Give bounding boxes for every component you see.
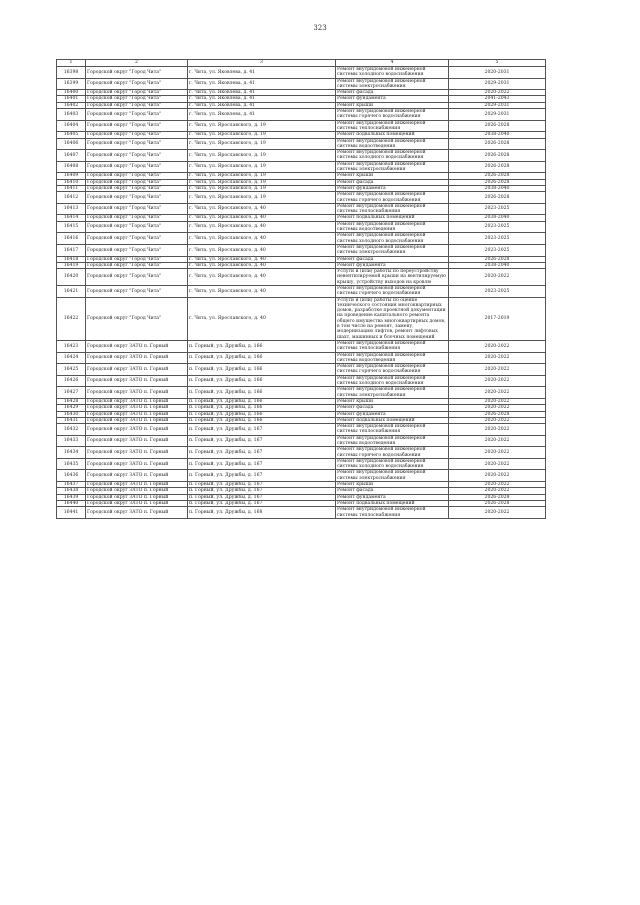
row-number-cell: 16428 — [57, 398, 86, 404]
row-number-cell: 16441 — [57, 507, 86, 519]
address-cell: п. Горный, ул. Дружбы, д. 166 — [188, 411, 336, 417]
municipality-cell: Городской округ ЗАТО п. Горный — [86, 411, 188, 417]
row-number-cell: 16429 — [57, 405, 86, 411]
table-row — [57, 458, 546, 470]
address-cell: г. Чита, ул. Ярославского, д. 40 — [188, 285, 336, 297]
table-row — [57, 221, 546, 233]
term-cell: 2026-2028 — [449, 256, 546, 262]
address-cell: п. Горный, ул. Дружбы, д. 167 — [188, 482, 336, 488]
address-cell: п. Горный, ул. Дружбы, д. 167 — [188, 458, 336, 470]
work-type-cell: Ремонт фундамента — [336, 96, 449, 102]
work-type-cell: Ремонт внутридомовой инженерной системы водоотведения — [336, 221, 449, 233]
work-type-cell: Ремонт внутридомовой инженерной системы водоотведения — [336, 352, 449, 364]
column-header: 2 — [86, 60, 188, 67]
address-cell: г. Чита, ул. Ярославского, д. 40 — [188, 269, 336, 286]
term-cell: 2038-2040 — [449, 262, 546, 268]
table-row — [57, 244, 546, 256]
address-cell: г. Чита, ул. Яковлева, д. 41 — [188, 67, 336, 79]
term-cell: 2038-2040 — [449, 132, 546, 138]
address-cell: г. Чита, ул. Ярославского, д. 40 — [188, 233, 336, 245]
row-number-cell: 16435 — [57, 458, 86, 470]
work-type-cell: Ремонт фундамента — [336, 494, 449, 500]
table-row — [57, 109, 546, 121]
address-cell: г. Чита, ул. Яковлева, д. 41 — [188, 90, 336, 96]
term-cell: 2020-2022 — [449, 364, 546, 376]
row-number-cell: 16407 — [57, 150, 86, 162]
work-type-cell: Ремонт внутридомовой инженерной системы водоотведения — [336, 138, 449, 150]
row-number-cell: 16421 — [57, 285, 86, 297]
row-number-cell: 16422 — [57, 297, 86, 340]
work-type-cell: Ремонт внутридомовой инженерной системы электроснабжения — [336, 387, 449, 399]
municipality-cell: Городской округ "Город Чита" — [86, 96, 188, 102]
term-cell: 2029-2031 — [449, 78, 546, 90]
term-cell: 2020-2022 — [449, 447, 546, 459]
row-number-cell: 16415 — [57, 221, 86, 233]
term-cell: 2020-2022 — [449, 488, 546, 494]
row-number-cell: 16434 — [57, 447, 86, 459]
work-type-cell: Ремонт внутридомовой инженерной системы теплоснабжения — [336, 203, 449, 215]
municipality-cell: Городской округ ЗАТО п. Горный — [86, 458, 188, 470]
row-number-cell: 16418 — [57, 256, 86, 262]
term-cell: 2041-2043 — [449, 96, 546, 102]
term-cell: 2020-2022 — [449, 405, 546, 411]
row-number-cell: 16438 — [57, 488, 86, 494]
municipality-cell: Городской округ "Город Чита" — [86, 192, 188, 204]
table-row — [57, 297, 546, 340]
municipality-cell: Городской округ "Город Чита" — [86, 78, 188, 90]
municipality-cell: Городской округ ЗАТО п. Горный — [86, 500, 188, 506]
table-row — [57, 447, 546, 459]
municipality-cell: Городской округ "Город Чита" — [86, 132, 188, 138]
address-cell: г. Чита, ул. Ярославского, д. 19 — [188, 132, 336, 138]
row-number-cell: 16424 — [57, 352, 86, 364]
work-type-cell: Ремонт внутридомовой инженерной системы электроснабжения — [336, 161, 449, 173]
address-cell: г. Чита, ул. Ярославского, д. 19 — [188, 173, 336, 179]
term-cell: 2020-2022 — [449, 90, 546, 96]
table-row — [57, 387, 546, 399]
municipality-cell: Городской округ ЗАТО п. Горный — [86, 488, 188, 494]
row-number-cell: 16401 — [57, 96, 86, 102]
row-number-cell: 16440 — [57, 500, 86, 506]
term-cell: 2020-2022 — [449, 424, 546, 436]
municipality-cell: Городской округ "Город Чита" — [86, 269, 188, 286]
term-cell: 2020-2022 — [449, 458, 546, 470]
work-type-cell: Ремонт фасада — [336, 405, 449, 411]
municipality-cell: Городской округ ЗАТО п. Горный — [86, 424, 188, 436]
row-number-cell: 16400 — [57, 90, 86, 96]
table-row — [57, 161, 546, 173]
table-row — [57, 507, 546, 519]
table-row — [57, 375, 546, 387]
work-type-cell: Ремонт внутридомовой инженерной системы горячего водоснабжения — [336, 192, 449, 204]
row-number-cell: 16411 — [57, 185, 86, 191]
row-number-cell: 16409 — [57, 173, 86, 179]
work-type-cell: Ремонт внутридомовой инженерной системы холодного водоснабжения — [336, 67, 449, 79]
row-number-cell: 16426 — [57, 375, 86, 387]
municipality-cell: Городской округ ЗАТО п. Горный — [86, 352, 188, 364]
work-type-cell: Ремонт внутридомовой инженерной системы теплоснабжения — [336, 507, 449, 519]
term-cell: 2026-2028 — [449, 161, 546, 173]
work-type-cell: Ремонт фундамента — [336, 262, 449, 268]
term-cell: 2020-2031 — [449, 67, 546, 79]
municipality-cell: Городской округ "Город Чита" — [86, 297, 188, 340]
term-cell: 2020-2022 — [449, 470, 546, 482]
municipality-cell: Городской округ "Город Чита" — [86, 90, 188, 96]
address-cell: г. Чита, ул. Ярославского, д. 19 — [188, 161, 336, 173]
work-type-cell: Ремонт внутридомовой инженерной системы электроснабжения — [336, 470, 449, 482]
municipality-cell: Городской округ ЗАТО п. Горный — [86, 435, 188, 447]
address-cell: п. Горный, ул. Дружбы, д. 167 — [188, 494, 336, 500]
address-cell: п. Горный, ул. Дружбы, д. 167 — [188, 470, 336, 482]
address-cell: п. Горный, ул. Дружбы, д. 166 — [188, 340, 336, 352]
address-cell: г. Чита, ул. Ярославского, д. 40 — [188, 215, 336, 221]
row-number-cell: 16403 — [57, 109, 86, 121]
header-row — [57, 60, 546, 67]
table-body — [57, 67, 546, 519]
table-header — [57, 60, 546, 67]
term-cell: 2020-2022 — [449, 375, 546, 387]
work-type-cell: Услуги и (или) работы по переустройству невентилируемой крыши на вентилируемую крышу, устройству выходов на кровлю — [336, 269, 449, 286]
work-type-cell: Услуги и (или) работы по оценке технического состояния многоквартирных домов, разработке проектной документации на проведение капитального ремонта общего имущества многоквартирных домов, в том числе на ремонт, замену, модернизацию лифтов, ремонт лифтовых шахт, машинных и блочных помещений — [336, 297, 449, 340]
address-cell: г. Чита, ул. Яковлева, д. 41 — [188, 96, 336, 102]
work-type-cell: Ремонт фасада — [336, 179, 449, 185]
row-number-cell: 16437 — [57, 482, 86, 488]
work-type-cell: Ремонт внутридомовой инженерной системы водоотведения — [336, 435, 449, 447]
row-number-cell: 16439 — [57, 494, 86, 500]
municipality-cell: Городской округ "Город Чита" — [86, 161, 188, 173]
municipality-cell: Городской округ "Город Чита" — [86, 256, 188, 262]
work-type-cell: Ремонт крыши — [336, 398, 449, 404]
address-cell: п. Горный, ул. Дружбы, д. 166 — [188, 398, 336, 404]
table-row — [57, 424, 546, 436]
term-cell: 2038-2040 — [449, 185, 546, 191]
municipality-cell: Городской округ "Город Чита" — [86, 179, 188, 185]
term-cell: 2023-2025 — [449, 244, 546, 256]
table-row — [57, 120, 546, 132]
work-type-cell: Ремонт подвальных помещений — [336, 132, 449, 138]
row-number-cell: 16433 — [57, 435, 86, 447]
municipality-cell: Городской округ "Город Чита" — [86, 138, 188, 150]
address-cell: г. Чита, ул. Ярославского, д. 40 — [188, 221, 336, 233]
work-type-cell: Ремонт крыши — [336, 102, 449, 108]
municipality-cell: Городской округ ЗАТО п. Горный — [86, 387, 188, 399]
work-type-cell: Ремонт фундамента — [336, 185, 449, 191]
work-type-cell: Ремонт фасада — [336, 488, 449, 494]
term-cell: 2020-2022 — [449, 507, 546, 519]
row-number-cell: 16427 — [57, 387, 86, 399]
work-type-cell: Ремонт подвальных помещений — [336, 215, 449, 221]
address-cell: г. Чита, ул. Ярославского, д. 19 — [188, 179, 336, 185]
row-number-cell: 16432 — [57, 424, 86, 436]
table-row — [57, 192, 546, 204]
address-cell: г. Чита, ул. Яковлева, д. 41 — [188, 102, 336, 108]
municipality-cell: Городской округ ЗАТО п. Горный — [86, 417, 188, 423]
row-number-cell: 16416 — [57, 233, 86, 245]
municipality-cell: Городской округ "Город Чита" — [86, 173, 188, 179]
address-cell: г. Чита, ул. Ярославского, д. 40 — [188, 262, 336, 268]
table-row — [57, 203, 546, 215]
term-cell: 2029-2031 — [449, 109, 546, 121]
table-row — [57, 352, 546, 364]
row-number-cell: 16436 — [57, 470, 86, 482]
row-number-cell: 16419 — [57, 262, 86, 268]
work-type-cell: Ремонт фасада — [336, 256, 449, 262]
term-cell: 2026-2028 — [449, 138, 546, 150]
municipality-cell: Городской округ "Город Чита" — [86, 185, 188, 191]
work-type-cell: Ремонт внутридомовой инженерной системы теплоснабжения — [336, 424, 449, 436]
column-header: 5 — [449, 60, 546, 67]
row-number-cell: 16430 — [57, 411, 86, 417]
table-row — [57, 233, 546, 245]
row-number-cell: 16398 — [57, 67, 86, 79]
address-cell: п. Горный, ул. Дружбы, д. 166 — [188, 405, 336, 411]
term-cell: 2017-2019 — [449, 297, 546, 340]
term-cell: 2023-2025 — [449, 285, 546, 297]
municipality-cell: Городской округ "Город Чита" — [86, 221, 188, 233]
address-cell: п. Горный, ул. Дружбы, д. 166 — [188, 375, 336, 387]
address-cell: п. Горный, ул. Дружбы, д. 167 — [188, 488, 336, 494]
municipality-cell: Городской округ "Город Чита" — [86, 150, 188, 162]
work-type-cell: Ремонт фундамента — [336, 411, 449, 417]
municipality-cell: Городской округ "Город Чита" — [86, 233, 188, 245]
work-type-cell: Ремонт внутридомовой инженерной системы электроснабжения — [336, 78, 449, 90]
row-number-cell: 16399 — [57, 78, 86, 90]
municipality-cell: Городской округ ЗАТО п. Горный — [86, 447, 188, 459]
table-row — [57, 269, 546, 286]
table-row — [57, 340, 546, 352]
municipality-cell: Городской округ "Город Чита" — [86, 120, 188, 132]
term-cell: 2023-2025 — [449, 203, 546, 215]
address-cell: г. Чита, ул. Ярославского, д. 19 — [188, 150, 336, 162]
address-cell: п. Горный, ул. Дружбы, д. 167 — [188, 424, 336, 436]
term-cell: 2023-2025 — [449, 221, 546, 233]
term-cell: 2038-2040 — [449, 215, 546, 221]
table-row — [57, 470, 546, 482]
row-number-cell: 16425 — [57, 364, 86, 376]
term-cell: 2020-2022 — [449, 435, 546, 447]
address-cell: п. Горный, ул. Дружбы, д. 168 — [188, 507, 336, 519]
row-number-cell: 16404 — [57, 120, 86, 132]
municipality-cell: Городской округ "Город Чита" — [86, 109, 188, 121]
row-number-cell: 16417 — [57, 244, 86, 256]
term-cell: 2020-2022 — [449, 352, 546, 364]
work-type-cell: Ремонт внутридомовой инженерной системы холодного водоснабжения — [336, 150, 449, 162]
municipality-cell: Городской округ ЗАТО п. Горный — [86, 494, 188, 500]
address-cell: г. Чита, ул. Яковлева, д. 41 — [188, 109, 336, 121]
term-cell: 2020-2022 — [449, 269, 546, 286]
address-cell: г. Чита, ул. Ярославского, д. 19 — [188, 192, 336, 204]
address-cell: п. Горный, ул. Дружбы, д. 166 — [188, 364, 336, 376]
municipality-cell: Городской округ "Город Чита" — [86, 244, 188, 256]
term-cell: 2023-2025 — [449, 233, 546, 245]
term-cell: 2026-2028 — [449, 500, 546, 506]
work-type-cell: Ремонт внутридомовой инженерной системы горячего водоснабжения — [336, 364, 449, 376]
municipality-cell: Городской округ ЗАТО п. Горный — [86, 398, 188, 404]
row-number-cell: 16412 — [57, 192, 86, 204]
work-type-cell: Ремонт внутридомовой инженерной системы холодного водоснабжения — [336, 375, 449, 387]
municipality-cell: Городской округ ЗАТО п. Горный — [86, 507, 188, 519]
term-cell: 2020-2022 — [449, 398, 546, 404]
address-cell: п. Горный, ул. Дружбы, д. 166 — [188, 387, 336, 399]
column-header: 1 — [57, 60, 86, 67]
term-cell: 2026-2028 — [449, 411, 546, 417]
address-cell: п. Горный, ул. Дружбы, д. 166 — [188, 417, 336, 423]
work-type-cell: Ремонт внутридомовой инженерной системы теплоснабжения — [336, 120, 449, 132]
row-number-cell: 16402 — [57, 102, 86, 108]
term-cell: 2026-2028 — [449, 150, 546, 162]
address-cell: п. Горный, ул. Дружбы, д. 167 — [188, 447, 336, 459]
row-number-cell: 16420 — [57, 269, 86, 286]
address-cell: г. Чита, ул. Ярославского, д. 40 — [188, 244, 336, 256]
term-cell: 2020-2022 — [449, 417, 546, 423]
work-type-cell: Ремонт внутридомовой инженерной системы электроснабжения — [336, 244, 449, 256]
term-cell: 2026-2028 — [449, 179, 546, 185]
table-row — [57, 78, 546, 90]
table-row — [57, 435, 546, 447]
term-cell: 2026-2028 — [449, 192, 546, 204]
work-type-cell: Ремонт внутридомовой инженерной системы горячего водоснабжения — [336, 109, 449, 121]
term-cell: 2020-2022 — [449, 387, 546, 399]
row-number-cell: 16410 — [57, 179, 86, 185]
table-row — [57, 285, 546, 297]
address-cell: п. Горный, ул. Дружбы, д. 166 — [188, 352, 336, 364]
municipality-cell: Городской округ "Город Чита" — [86, 285, 188, 297]
column-header: 4 — [336, 60, 449, 67]
work-type-cell: Ремонт внутридомовой инженерной системы холодного водоснабжения — [336, 458, 449, 470]
page-number: 323 — [313, 24, 327, 32]
row-number-cell: 16405 — [57, 132, 86, 138]
column-header: 3 — [188, 60, 336, 67]
work-type-cell: Ремонт подвальных помещений — [336, 500, 449, 506]
municipality-cell: Городской округ "Город Чита" — [86, 203, 188, 215]
municipality-cell: Городской округ ЗАТО п. Горный — [86, 364, 188, 376]
municipality-cell: Городской округ ЗАТО п. Горный — [86, 405, 188, 411]
address-cell: г. Чита, ул. Ярославского, д. 40 — [188, 203, 336, 215]
row-number-cell: 16423 — [57, 340, 86, 352]
address-cell: г. Чита, ул. Ярославского, д. 19 — [188, 185, 336, 191]
term-cell: 2020-2022 — [449, 340, 546, 352]
address-cell: п. Горный, ул. Дружбы, д. 167 — [188, 500, 336, 506]
row-number-cell: 16408 — [57, 161, 86, 173]
municipality-cell: Городской округ ЗАТО п. Горный — [86, 482, 188, 488]
address-cell: г. Чита, ул. Ярославского, д. 19 — [188, 138, 336, 150]
table-row — [57, 150, 546, 162]
municipality-cell: Городской округ ЗАТО п. Горный — [86, 375, 188, 387]
term-cell: 2026-2028 — [449, 120, 546, 132]
address-cell: п. Горный, ул. Дружбы, д. 167 — [188, 435, 336, 447]
term-cell: 2029-2031 — [449, 102, 546, 108]
work-type-cell: Ремонт внутридомовой инженерной системы теплоснабжения — [336, 340, 449, 352]
address-cell: г. Чита, ул. Ярославского, д. 40 — [188, 297, 336, 340]
register-table — [56, 59, 546, 519]
address-cell: г. Чита, ул. Ярославского, д. 19 — [188, 120, 336, 132]
municipality-cell: Городской округ "Город Чита" — [86, 215, 188, 221]
term-cell: 2026-2028 — [449, 173, 546, 179]
work-type-cell: Ремонт крыши — [336, 173, 449, 179]
municipality-cell: Городской округ ЗАТО п. Горный — [86, 340, 188, 352]
municipality-cell: Городской округ "Город Чита" — [86, 262, 188, 268]
work-type-cell: Ремонт внутридомовой инженерной системы горячего водоснабжения — [336, 285, 449, 297]
municipality-cell: Городской округ ЗАТО п. Горный — [86, 470, 188, 482]
table-row — [57, 138, 546, 150]
row-number-cell: 16406 — [57, 138, 86, 150]
address-cell: г. Чита, ул. Яковлева, д. 41 — [188, 78, 336, 90]
row-number-cell: 16431 — [57, 417, 86, 423]
work-type-cell: Ремонт фасада — [336, 90, 449, 96]
work-type-cell: Ремонт крыши — [336, 482, 449, 488]
term-cell: 2020-2022 — [449, 482, 546, 488]
row-number-cell: 16414 — [57, 215, 86, 221]
work-type-cell: Ремонт внутридомовой инженерной системы холодного водоснабжения — [336, 233, 449, 245]
table-row — [57, 364, 546, 376]
municipality-cell: Городской округ "Город Чита" — [86, 67, 188, 79]
work-type-cell: Ремонт подвальных помещений — [336, 417, 449, 423]
term-cell: 2026-2028 — [449, 494, 546, 500]
row-number-cell: 16413 — [57, 203, 86, 215]
table-row — [57, 67, 546, 79]
address-cell: г. Чита, ул. Ярославского, д. 40 — [188, 256, 336, 262]
work-type-cell: Ремонт внутридомовой инженерной системы горячего водоснабжения — [336, 447, 449, 459]
municipality-cell: Городской округ "Город Чита" — [86, 102, 188, 108]
